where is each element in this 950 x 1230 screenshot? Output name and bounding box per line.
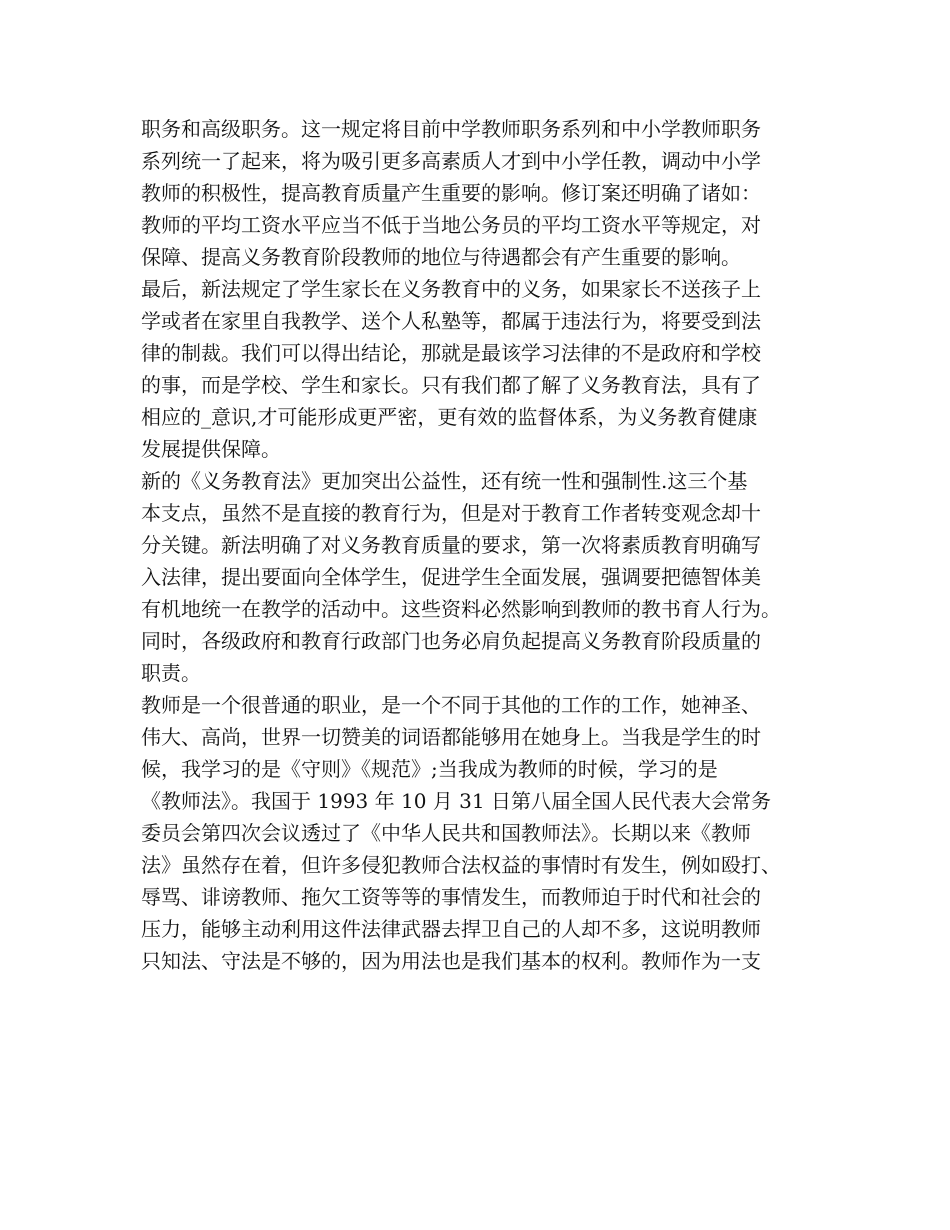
text-line: 学或者在家里自我教学、送个人私塾等，都属于违法行为，将要受到法	[141, 309, 761, 333]
text-line: 候，我学习的是《守则》《规范》;当我成为教师的时候，学习的是	[141, 757, 718, 781]
text-line: 辱骂、诽谤教师、拖欠工资等等的事情发生，而教师迫于时代和社会的	[141, 885, 761, 909]
document-body	[141, 113, 841, 977]
text-line: 系列统一了起来，将为吸引更多高素质人才到中小学任教，调动中小学	[141, 149, 761, 173]
text-line: 律的制裁。我们可以得出结论，那就是最该学习法律的不是政府和学校	[141, 341, 761, 365]
text-line: 职务和高级职务。这一规定将目前中学教师职务系列和中小学教师职务	[141, 117, 761, 141]
text-line: 保障、提高义务教育阶段教师的地位与待遇都会有产生重要的影响。	[141, 245, 741, 269]
text-line: 最后，新法规定了学生家长在义务教育中的义务，如果家长不送孩子上	[141, 277, 761, 301]
text-line: 教师的平均工资水平应当不低于当地公务员的平均工资水平等规定，对	[141, 213, 761, 237]
text-line: 教师是一个很普通的职业，是一个不同于其他的工作的工作，她神圣、	[141, 693, 761, 717]
text-line: 职责。	[141, 661, 201, 685]
text-line: 分关键。新法明确了对义务教育质量的要求，第一次将素质教育明确写	[141, 533, 761, 557]
text-line: 新的《义务教育法》更加突出公益性，还有统一性和强制性.这三个基	[141, 469, 748, 493]
text-line: 的事，而是学校、学生和家长。只有我们都了解了义务教育法，具有了	[141, 373, 761, 397]
text-line: 委员会第四次会议透过了《中华人民共和国教师法》。长期以来《教师	[141, 821, 751, 845]
text-line: 发展提供保障。	[141, 437, 281, 461]
text-line: 只知法、守法是不够的，因为用法也是我们基本的权利。教师作为一支	[141, 949, 761, 973]
text-line: 法》虽然存在着，但许多侵犯教师合法权益的事情时有发生，例如殴打、	[141, 853, 781, 877]
text-line: 教师的积极性，提高教育质量产生重要的影响。修订案还明确了诸如：	[141, 181, 761, 205]
text-line: 同时，各级政府和教育行政部门也务必肩负起提高义务教育阶段质量的	[141, 629, 761, 653]
text-line: 入法律，提出要面向全体学生，促进学生全面发展，强调要把德智体美	[141, 565, 761, 589]
text-line: 本支点，虽然不是直接的教育行为，但是对于教育工作者转变观念却十	[141, 501, 761, 525]
text-line: 伟大、高尚，世界一切赞美的词语都能够用在她身上。当我是学生的时	[141, 725, 761, 749]
text-line: 压力，能够主动利用这件法律武器去捍卫自己的人却不多，这说明教师	[141, 917, 761, 941]
text-line: 有机地统一在教学的活动中。这些资料必然影响到教师的教书育人行为。	[141, 597, 781, 621]
text-line: 相应的_意识,才可能形成更严密，更有效的监督体系，为义务教育健康	[141, 405, 758, 429]
text-line: 《教师法》。我国于 1993 年 10 月 31 日第八届全国人民代表大会常务	[141, 789, 771, 813]
